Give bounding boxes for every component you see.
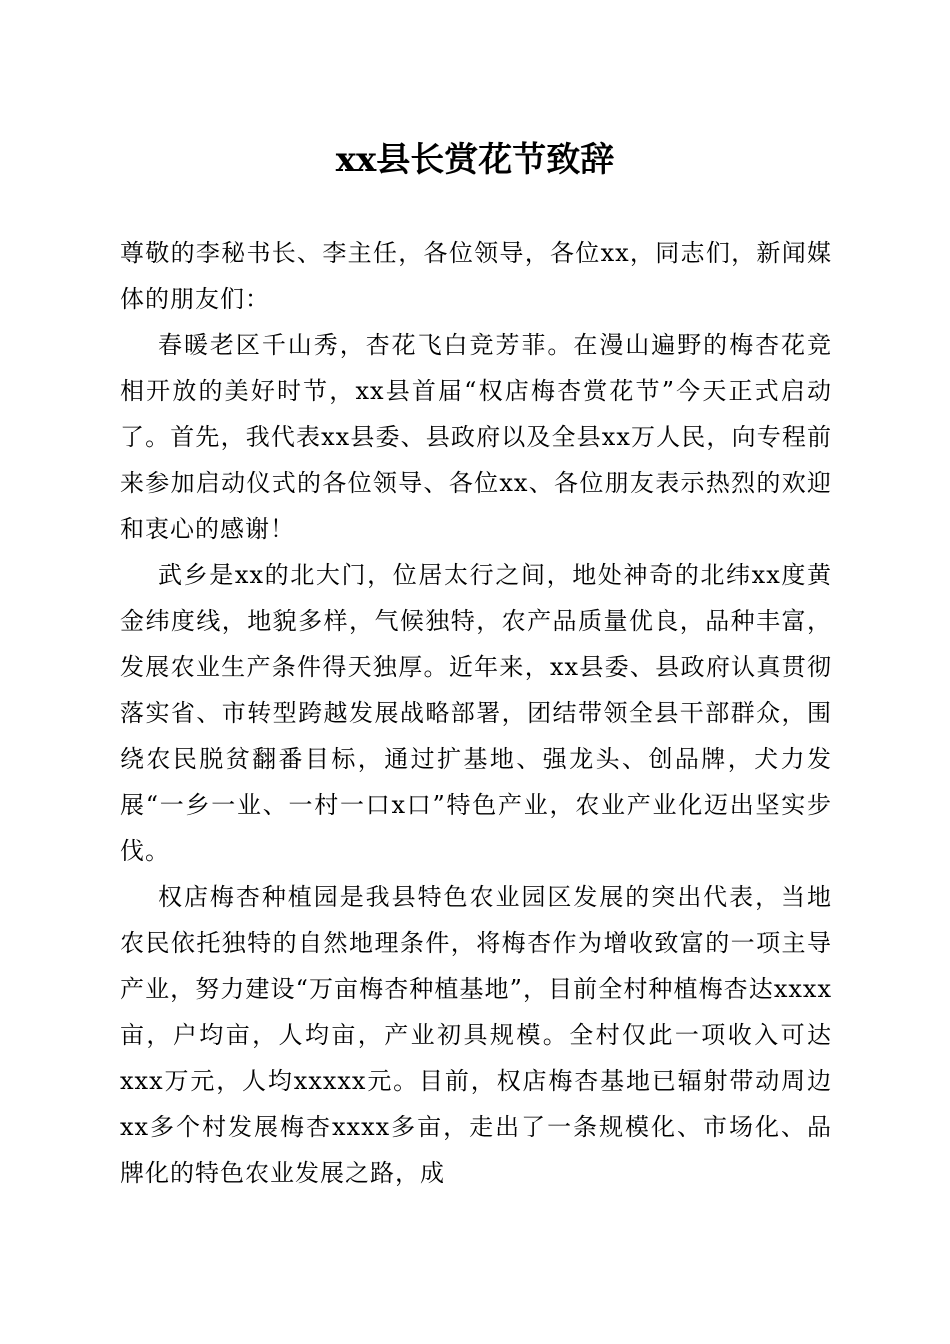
document-body [120,230,832,1196]
body-paragraph-2: 武乡是xx的北大门，位居太行之间，地处神奇的北纬xx度黄金纬度线，地貌多样，气候独特，农产品质量优良，品种丰富，发展农业生产条件得天独厚。近年来，xx县委、县政府认真贯彻落实省、市转型跨越发展战略部署，团结带领全县干部群众，围绕农民脱贫翻番目标，通过扩基地、强龙头、创品牌，犬力发展“一乡一业、一村一口x口”特色产业，农业产业化迈出坚实步伐。 [120,561,832,865]
body-paragraph-1: 春暖老区千山秀，杏花飞白竞芳菲。在漫山遍野的梅杏花竞相开放的美好时节，xx县首届“权店梅杏赏花节”今天正式启动了。首先，我代表xx县委、县政府以及全县xx万人民，向专程前来参加启动仪式的各位领导、各位xx、各位朋友表示热烈的欢迎和衷心的感谢！ [120,331,832,543]
body-paragraph-3: 权店梅杏种植园是我县特色农业园区发展的突出代表，当地农民依托独特的自然地理条件，将梅杏作为增收致富的一项主导产业，努力建设“万亩梅杏种植基地”，目前全村种植梅杏达xxxx亩，户均亩，人均亩，产业初具规模。全村仅此一项收入可达xxx万元，人均xxxxx元。目前，权店梅杏基地已辐射带动周边xx多个村发展梅杏xxxx多亩，走出了一条规模化、市场化、品牌化的特色农业发展之路，成 [120,883,832,1187]
salutation-paragraph: 尊敬的李秘书长、李主任，各位领导，各位xx，同志们，新闻媒体的朋友们： [120,239,832,313]
document-title: xx县长赏花节致辞 [335,140,615,180]
